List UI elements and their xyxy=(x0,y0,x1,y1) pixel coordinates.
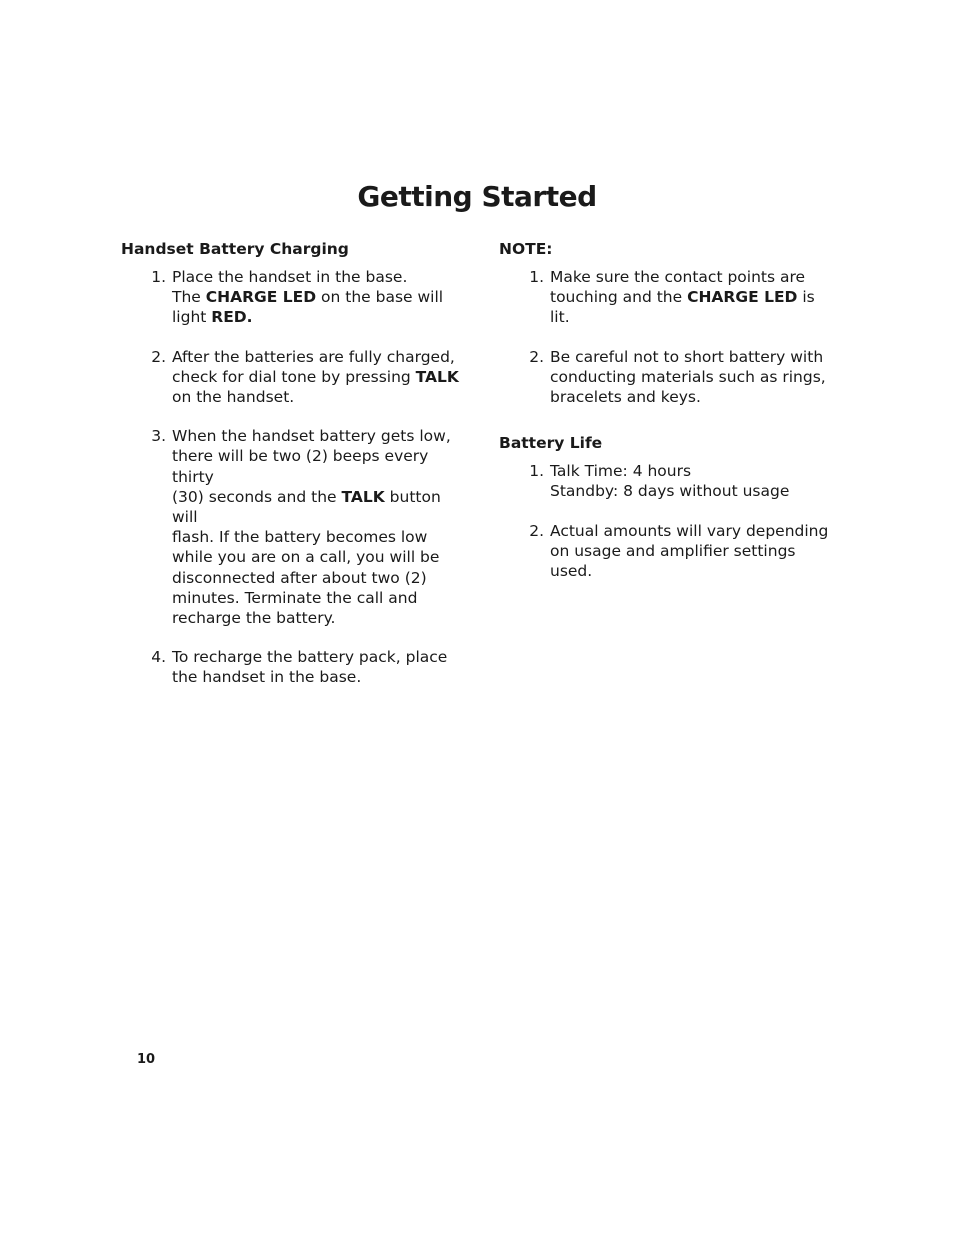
text-run: disconnected after about two (2) xyxy=(172,568,427,587)
text-line xyxy=(172,608,466,628)
text-run: there will be two (2) beeps every thirty xyxy=(172,447,429,486)
text-run: conducting materials such as rings, xyxy=(550,367,826,386)
page-title: Getting Started xyxy=(357,180,597,213)
battery-life-list xyxy=(499,461,834,581)
text-run: To recharge the battery pack, place xyxy=(172,648,448,667)
text-line xyxy=(172,647,466,667)
text-run: The xyxy=(172,288,206,307)
list-item-number: 1. xyxy=(529,462,544,481)
text-line xyxy=(172,367,466,387)
text-line xyxy=(172,426,466,446)
text-run: is lit. xyxy=(550,288,815,327)
right-column xyxy=(499,238,834,600)
left-column xyxy=(121,238,466,707)
text-line xyxy=(550,481,834,501)
section-heading-note: NOTE: xyxy=(499,240,553,258)
text-line xyxy=(172,547,466,567)
list-item-text xyxy=(172,267,466,328)
list-item-text xyxy=(172,426,466,628)
text-line xyxy=(550,287,834,327)
section-heading-battery-life: Battery Life xyxy=(499,434,603,453)
text-line xyxy=(172,568,466,588)
list-item xyxy=(499,347,834,408)
text-line xyxy=(550,267,834,287)
text-run: Actual amounts will vary depending xyxy=(550,521,829,540)
list-item-number: 1. xyxy=(151,268,166,286)
list-item-number: 2. xyxy=(151,347,166,366)
text-line xyxy=(172,287,466,307)
text-line xyxy=(172,347,466,367)
list-item-text xyxy=(172,347,466,408)
text-run: on the handset. xyxy=(172,388,295,407)
text-line xyxy=(550,367,834,387)
text-line xyxy=(172,487,466,527)
text-run: button will xyxy=(172,487,441,527)
list-item xyxy=(121,267,466,328)
list-item-number: 2. xyxy=(529,347,544,366)
text-run: recharge the battery. xyxy=(172,609,336,628)
list-item-text xyxy=(550,347,834,408)
emphasized-label: RED. xyxy=(211,308,253,327)
list-item xyxy=(121,647,466,687)
list-item-text xyxy=(550,521,834,582)
charging-steps-list xyxy=(121,267,466,688)
text-run: Be careful not to short battery with xyxy=(550,347,824,366)
text-run: After the batteries are fully charged, xyxy=(172,347,455,366)
text-run: on usage and amplifier settings used. xyxy=(550,541,796,581)
list-item xyxy=(499,461,834,501)
text-run: touching and the xyxy=(550,288,688,307)
text-run: (30) seconds and the xyxy=(172,487,342,506)
list-item-number: 2. xyxy=(529,521,544,540)
text-line xyxy=(550,387,834,407)
text-line xyxy=(550,521,834,541)
list-item-number: 4. xyxy=(151,648,166,667)
text-line xyxy=(550,347,834,367)
text-run: light xyxy=(172,308,212,327)
page-number: 10 xyxy=(137,1052,156,1067)
text-run: Make sure the contact points are xyxy=(550,268,806,286)
text-line xyxy=(172,588,466,608)
emphasized-label: TALK xyxy=(341,487,385,506)
text-line xyxy=(172,527,466,547)
text-line xyxy=(550,461,834,481)
text-run: When the handset battery gets low, xyxy=(172,427,451,446)
list-item-text xyxy=(550,267,834,328)
emphasized-label: CHARGE LED xyxy=(205,288,317,307)
text-line xyxy=(172,267,466,287)
text-run: on the base will xyxy=(316,288,444,307)
emphasized-label: TALK xyxy=(415,367,459,386)
text-run: Talk Time: 4 hours xyxy=(550,462,692,481)
list-item-number: 3. xyxy=(151,427,166,446)
text-line xyxy=(172,307,466,327)
text-line xyxy=(172,667,466,687)
list-item-text xyxy=(550,461,834,501)
text-run: flash. If the battery becomes low xyxy=(172,528,428,547)
text-run: while you are on a call, you will be xyxy=(172,548,440,567)
list-item-text xyxy=(172,647,466,687)
text-run: Standby: 8 days without usage xyxy=(550,482,790,501)
text-run: minutes. Terminate the call and xyxy=(172,588,418,607)
emphasized-label: CHARGE LED xyxy=(687,288,798,307)
text-line xyxy=(172,446,466,486)
list-item xyxy=(121,426,466,628)
text-line xyxy=(550,541,834,581)
text-run: bracelets and keys. xyxy=(550,388,701,407)
list-item xyxy=(121,347,466,408)
list-item xyxy=(499,521,834,582)
text-run: Place the handset in the base. xyxy=(172,268,408,286)
text-run: the handset in the base. xyxy=(172,668,362,687)
text-line xyxy=(172,387,466,407)
section-heading-battery-charging: Handset Battery Charging xyxy=(121,240,349,258)
list-item xyxy=(499,267,834,328)
text-run: check for dial tone by pressing xyxy=(172,367,416,386)
list-item-number: 1. xyxy=(529,268,544,286)
note-list xyxy=(499,267,834,407)
